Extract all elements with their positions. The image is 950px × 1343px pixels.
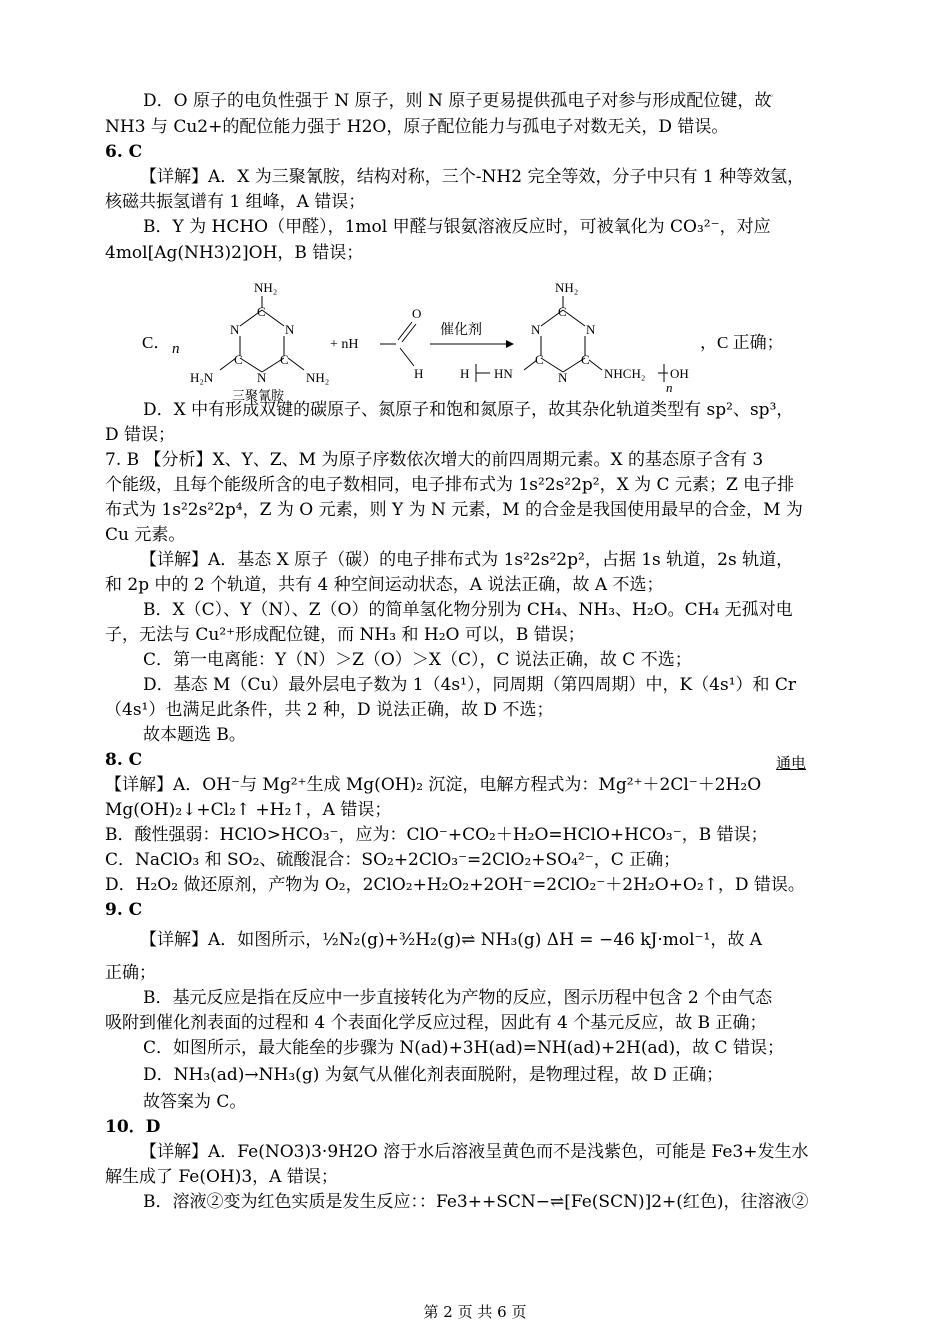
text-line: D．基态 M（Cu）最外层电子数为 1（4s¹），同周期（第四周期）中，K（4s¹）和 Cr (143, 675, 797, 695)
text-line: B．基元反应是指在反应中一步直接转化为产物的反应，图示历程中包含 2 个由气态 (143, 988, 773, 1008)
text-line: 正确； (105, 963, 156, 983)
text-line: 8. C (105, 750, 143, 770)
ring-c: C (257, 304, 266, 319)
text-line: B．酸性强弱：HClO>HCO₃⁻，应为：ClO⁻+CO₂＋H₂O=HClO+HCO₃⁻，B 错误； (105, 825, 768, 845)
ring-c: C (535, 352, 544, 367)
plus-nh: + nH (330, 337, 359, 352)
product-oh: OH (670, 366, 689, 381)
text-line: 7. B 【分析】X、Y、Z、M 为原子序数依次增大的前四周期元素。X 的基态原子含有 3 (105, 450, 764, 470)
ring-n: N (285, 322, 295, 337)
ring-n: N (531, 322, 541, 337)
aldehyde-h: H (414, 366, 424, 381)
product-hn: HN (494, 366, 513, 381)
text-line: 故答案为 C。 (143, 1092, 247, 1112)
text-line: D 错误； (105, 425, 176, 445)
text-line: B．溶液②变为红色实质是发生反应：：Fe3++SCN−⇌[Fe(SCN)]2+(红色)，往溶液② (143, 1192, 809, 1212)
text-line: （4s¹）也满足此条件，共 2 种，D 说法正确，故 D 不选； (105, 700, 554, 720)
electrolysis-condition: 通电 (776, 754, 807, 772)
text-line: NH3 与 Cu2+的配位能力强于 H2O，原子配位能力与孤电子对数无关，D 错误。 (105, 117, 729, 137)
ring-c: C (581, 352, 590, 367)
text-line: 和 2p 中的 2 个轨道，共有 4 种空间运动状态，A 说法正确，故 A 不选； (105, 575, 664, 595)
ring-n: N (558, 370, 568, 385)
text-line: 解生成了 Fe(OH)3，A 错误； (105, 1167, 338, 1187)
ring-n: N (586, 322, 596, 337)
ring-c: C (280, 352, 289, 367)
product-h: H (460, 366, 470, 381)
text-line: 10．D (105, 1117, 161, 1137)
text-line: 故本题选 B。 (143, 725, 246, 745)
page-footer: 第 2 页 共 6 页 (423, 1303, 527, 1321)
melamine-left-nh2: H₂N (190, 370, 214, 385)
text-line: 【详解】A．OH⁻与 Mg²⁺生成 Mg(OH)₂ 沉淀，电解方程式为：Mg²⁺＋2Cl⁻＋2H₂O (105, 775, 762, 795)
text-line: 6. C (105, 142, 143, 162)
text-line: 子，无法与 Cu²⁺形成配位键，而 NH₃ 和 H₂O 可以，B 错误； (105, 625, 585, 645)
ring-c: C (558, 304, 567, 319)
ring-c: C (234, 352, 243, 367)
reaction-c-label: C． (142, 333, 171, 352)
melamine-top-nh2: NH₂ (254, 280, 278, 295)
text-line: 【详解】A．如图所示，½N₂(g)+³⁄₂H₂(g)⇌ NH₃(g) ΔH = −46 kJ·mol⁻¹，故 A (140, 930, 763, 950)
melamine-name: 三聚氰胺 (232, 388, 285, 403)
text-line: 9. C (105, 900, 143, 920)
reaction-scheme (0, 270, 950, 410)
text-line: C．第一电离能：Y（N）＞Z（O）＞X（C），C 说法正确，故 C 不选； (143, 650, 692, 670)
text-line: 【详解】A．X 为三聚氰胺，结构对称，三个-NH2 完全等效，分子中只有 1 种等效氢， (140, 167, 805, 187)
catalyst-label: 催化剂 (440, 323, 482, 338)
product-top-nh2: NH₂ (555, 280, 579, 295)
reaction-n-coef: n (172, 341, 180, 357)
text-line: B．Y 为 HCHO（甲醛），1mol 甲醛与银氨溶液反应时，可被氧化为 CO₃²⁻，对应 (143, 217, 771, 237)
text-line: 4mol[Ag(NH3)2]OH，B 错误； (105, 243, 364, 263)
text-line: 核磁共振氢谱有 1 组峰，A 错误； (105, 192, 366, 212)
text-line: D．O 原子的电负性强于 N 原子，则 N 原子更易提供孤电子对参与形成配位键，故 (143, 91, 772, 111)
text-line: 布式为 1s²2s²2p⁴，Z 为 O 元素，则 Y 为 N 元素，M 的合金是我国使用最早的合金，M 为 (105, 500, 803, 520)
text-line: Cu 元素。 (105, 525, 186, 545)
text-line: C．NaClO₃ 和 SO₂、硫酸混合：SO₂+2ClO₃⁻=2ClO₂+SO₄²⁻，C 正确； (105, 850, 681, 870)
ring-n: N (257, 370, 267, 385)
text-line: 【详解】A．基态 X 原子（碳）的电子排布式为 1s²2s²2p²，占据 1s 轨道，2s 轨道， (140, 550, 794, 570)
text-line: 吸附到催化剂表面的过程和 4 个表面化学反应过程，因此有 4 个基元反应，故 B 正确； (105, 1013, 767, 1033)
text-line: B．X（C）、Y（N）、Z（O）的简单氢化物分别为 CH₄、NH₃、H₂O。CH₄ 无孤对电 (143, 600, 793, 620)
page-mark: 。 (770, 89, 778, 98)
text-line: D．NH₃(ad)→NH₃(g) 为氨气从催化剂表面脱附，是物理过程，故 D 正确； (143, 1065, 724, 1085)
text-line: 【详解】A．Fe(NO3)3·9H2O 溶于水后溶液呈黄色而不是浅紫色，可能是 Fe3+发生水 (140, 1142, 809, 1162)
melamine-right-nh2: NH₂ (306, 370, 330, 385)
product-n: n (666, 380, 673, 395)
text-line: D．H₂O₂ 做还原剂，产物为 O₂，2ClO₂+H₂O₂+2OH⁻=2ClO₂⁻＋2H₂O+O₂↑，D 错误。 (105, 875, 805, 895)
text-line: C．如图所示，最大能垒的步骤为 N(ad)+3H(ad)=NH(ad)+2H(ad)，故 C 错误； (143, 1038, 784, 1058)
aldehyde-o: O (412, 306, 422, 321)
ring-n: N (230, 322, 240, 337)
text-line: Mg(OH)₂↓+Cl₂↑ +H₂↑，A 错误； (105, 800, 392, 820)
text-line: D．X 中有形成双键的碳原子、氮原子和饱和氮原子，故其杂化轨道类型有 sp²、sp³， (143, 400, 794, 420)
reaction-conclusion: ，C 正确； (700, 333, 784, 352)
text-line: 个能级，且每个能级所含的电子数相同，电子排布式为 1s²2s²2p²，X 为 C 元素；Z 电子排 (105, 475, 795, 495)
product-nhch2: NHCH₂ (604, 366, 646, 381)
